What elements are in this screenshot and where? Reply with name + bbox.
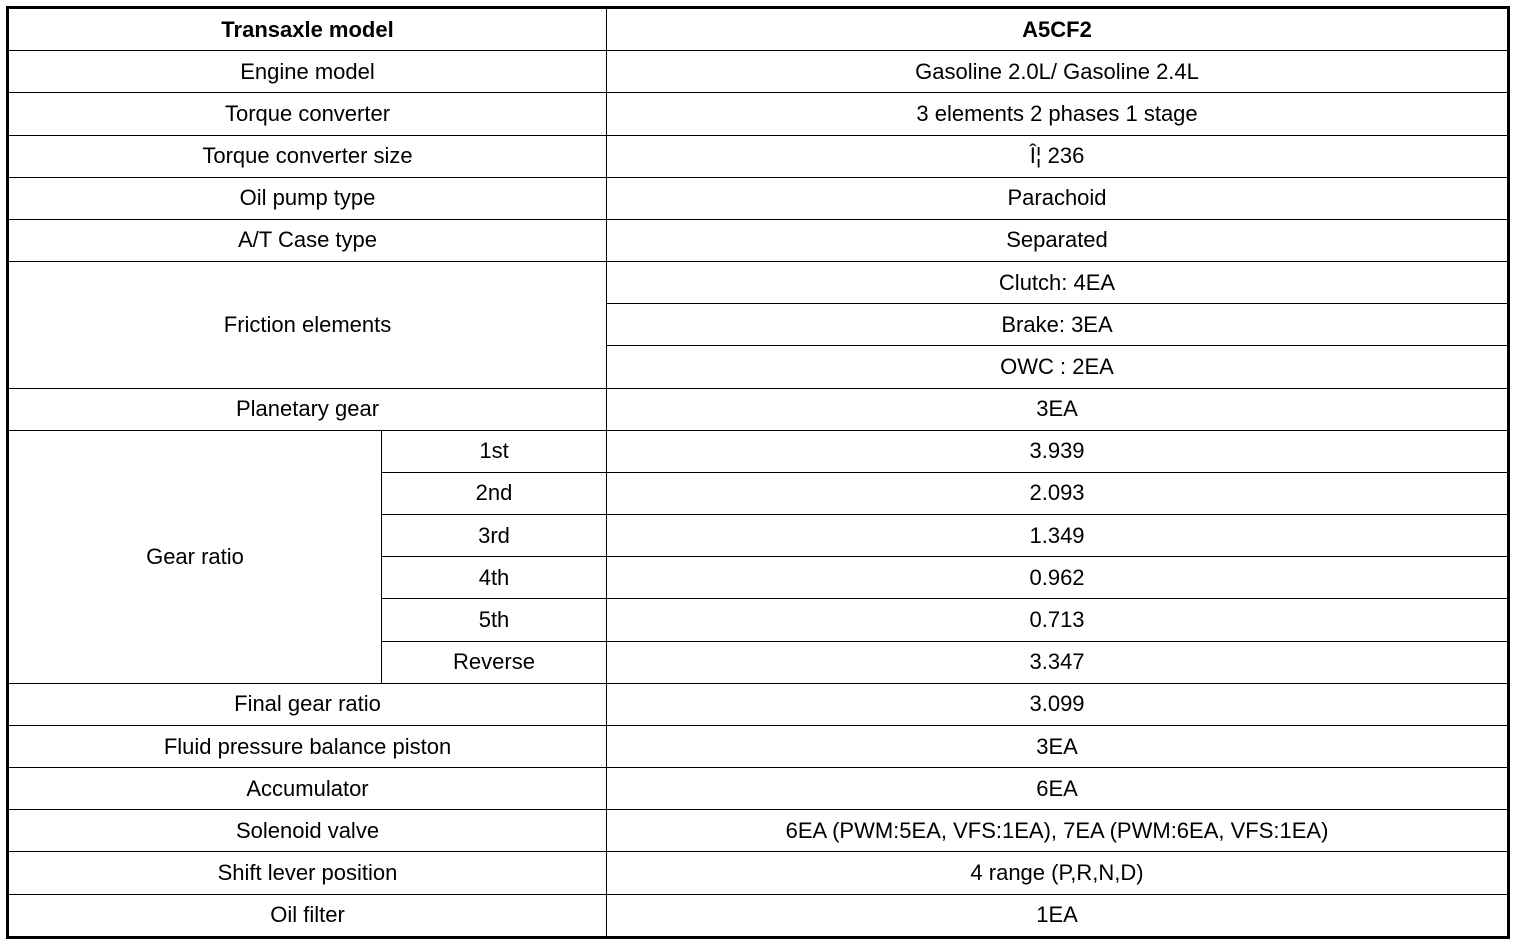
gear-ratio-value: 1.349 [607, 515, 1509, 557]
row-value: 6EA [607, 768, 1509, 810]
gear-name: 5th [382, 599, 607, 641]
row-value: Separated [607, 219, 1509, 261]
row-label: Oil pump type [8, 177, 607, 219]
friction-element-value: Brake: 3EA [607, 304, 1509, 346]
row-value: 3EA [607, 388, 1509, 430]
transaxle-spec-table [6, 6, 1510, 939]
table-row [8, 852, 1509, 894]
header-value-cell: A5CF2 [607, 8, 1509, 51]
table-row [8, 725, 1509, 767]
row-label: Final gear ratio [8, 683, 607, 725]
gear-ratio-value: 3.347 [607, 641, 1509, 683]
gear-ratio-value: 0.962 [607, 557, 1509, 599]
table-row [8, 219, 1509, 261]
gear-ratio-value: 2.093 [607, 472, 1509, 514]
gear-ratio-value: 3.939 [607, 430, 1509, 472]
table-row [8, 683, 1509, 725]
row-label: Accumulator [8, 768, 607, 810]
table-row [8, 93, 1509, 135]
row-value: Î¦ 236 [607, 135, 1509, 177]
gear-name: 4th [382, 557, 607, 599]
gear-ratio-value: 0.713 [607, 599, 1509, 641]
friction-elements-label: Friction elements [8, 262, 607, 389]
table-row [8, 894, 1509, 937]
table-row [8, 768, 1509, 810]
table-row-header [8, 8, 1509, 51]
row-value: Parachoid [607, 177, 1509, 219]
table-row [8, 810, 1509, 852]
gear-name: 1st [382, 430, 607, 472]
row-label: Torque converter [8, 93, 607, 135]
table-row [8, 430, 1509, 472]
row-value: 3 elements 2 phases 1 stage [607, 93, 1509, 135]
table-row [8, 388, 1509, 430]
row-value: 6EA (PWM:5EA, VFS:1EA), 7EA (PWM:6EA, VFS:1EA) [607, 810, 1509, 852]
row-label: Planetary gear [8, 388, 607, 430]
table-row [8, 177, 1509, 219]
row-label: Oil filter [8, 894, 607, 937]
table-row [8, 262, 1509, 304]
gear-ratio-label: Gear ratio [8, 430, 382, 683]
row-label: Engine model [8, 51, 607, 93]
row-label: Solenoid valve [8, 810, 607, 852]
row-label: Torque converter size [8, 135, 607, 177]
row-label: A/T Case type [8, 219, 607, 261]
header-label-cell: Transaxle model [8, 8, 607, 51]
friction-element-value: OWC : 2EA [607, 346, 1509, 388]
row-value: 3EA [607, 725, 1509, 767]
row-value: Gasoline 2.0L/ Gasoline 2.4L [607, 51, 1509, 93]
row-value: 1EA [607, 894, 1509, 937]
table-row [8, 51, 1509, 93]
gear-name: 2nd [382, 472, 607, 514]
table-row [8, 135, 1509, 177]
gear-name: Reverse [382, 641, 607, 683]
row-label: Fluid pressure balance piston [8, 725, 607, 767]
row-value: 3.099 [607, 683, 1509, 725]
friction-element-value: Clutch: 4EA [607, 262, 1509, 304]
gear-name: 3rd [382, 515, 607, 557]
row-value: 4 range (P,R,N,D) [607, 852, 1509, 894]
row-label: Shift lever position [8, 852, 607, 894]
